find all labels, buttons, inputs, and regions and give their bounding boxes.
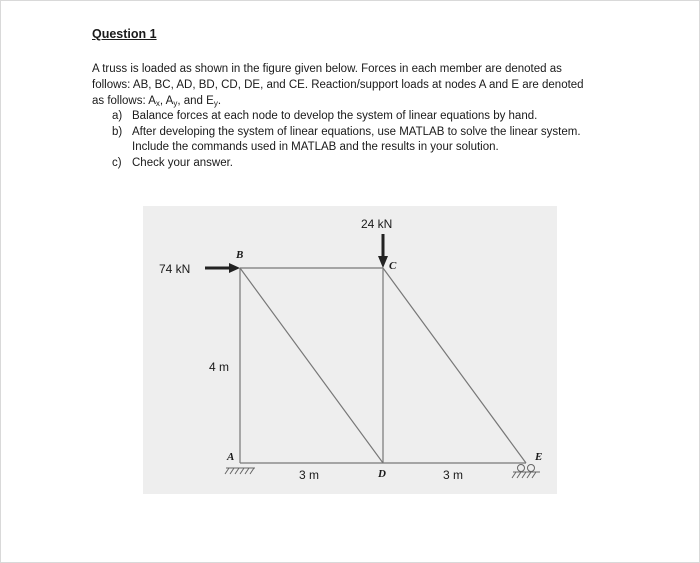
node-label-e: E — [535, 451, 543, 463]
member-ce — [383, 268, 526, 463]
subscript-x: x — [155, 99, 160, 108]
question-title: Question 1 — [92, 27, 157, 41]
load-arrow-horizontal — [205, 263, 240, 273]
intro-line-2: follows: AB, BC, AD, BD, CD, DE, and CE. Reaction/support loads at nodes A and E are denoted — [92, 79, 584, 91]
dimension-span-2: 3 m — [443, 468, 464, 482]
task-item-b — [112, 125, 632, 156]
intro-prefix: as follows: A — [92, 95, 156, 107]
task-list — [112, 109, 632, 171]
intro-end: . — [217, 95, 222, 107]
subscript-y: y — [173, 99, 178, 108]
intro-sep-1: , A — [159, 95, 174, 107]
node-label-a: A — [227, 451, 235, 463]
node-label-c: C — [389, 260, 397, 272]
member-bd — [240, 268, 383, 463]
support-e-icon — [512, 465, 540, 479]
support-a-icon — [225, 468, 255, 474]
intro-line-1: A truss is loaded as shown in the figure given below. Forces in each member are denoted as — [92, 63, 562, 75]
dimension-vertical: 4 m — [209, 360, 230, 374]
task-marker: b) — [112, 125, 123, 138]
task-text: After developing the system of linear equations, use MATLAB to solve the linear system. — [132, 125, 581, 138]
task-item-c — [112, 156, 632, 172]
task-marker: c) — [112, 156, 122, 169]
load-arrow-vertical — [378, 234, 388, 268]
node-label-d: D — [378, 468, 386, 480]
question-intro — [92, 61, 622, 112]
task-item-a — [112, 109, 632, 125]
node-label-b: B — [236, 249, 244, 261]
intro-sep-2: , and E — [177, 95, 214, 107]
subscript-y: y — [213, 99, 218, 108]
task-marker: a) — [112, 110, 123, 122]
truss-diagram — [143, 206, 557, 494]
truss-figure — [143, 206, 557, 494]
dimension-span-1: 3 m — [299, 468, 320, 482]
task-text: Check your answer. — [132, 156, 233, 169]
load-label-left: 74 kN — [159, 262, 191, 276]
load-label-top: 24 kN — [361, 217, 393, 231]
task-text-cont: Include the commands used in MATLAB and the results in your solution. — [132, 141, 499, 153]
task-text: Balance forces at each node to develop the system of linear equations by hand. — [132, 110, 538, 122]
